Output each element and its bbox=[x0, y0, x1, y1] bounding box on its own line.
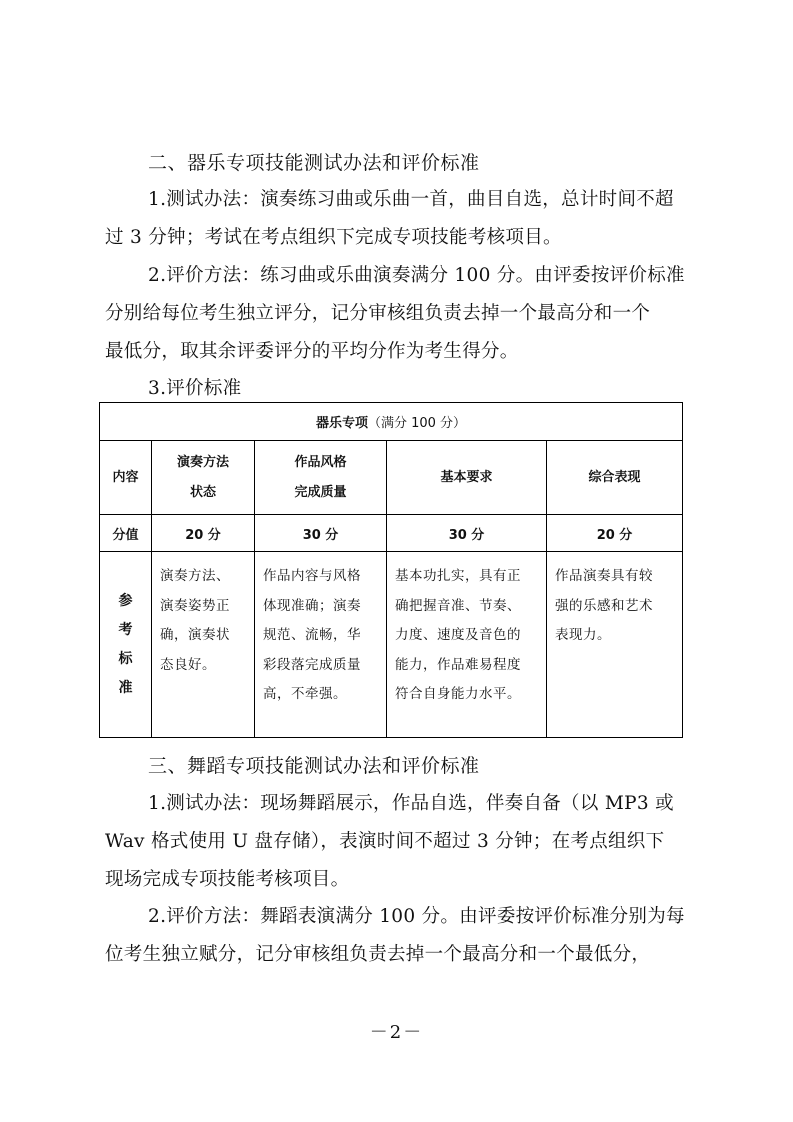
row-label-reference-standard bbox=[100, 552, 152, 738]
cell-line: 态良好。 bbox=[160, 656, 216, 673]
label-char: 准 bbox=[118, 679, 133, 696]
text-line: 2.评价方法：练习曲或乐曲演奏满分 100 分。由评委按评价标准 bbox=[148, 265, 685, 286]
text-line: 3.评价标准 bbox=[148, 378, 242, 399]
text-line: 分别给每位考生独立评分，记分审核组负责去掉一个最高分和一个 bbox=[105, 303, 651, 324]
cell-line: 力度、速度及音色的 bbox=[395, 627, 521, 643]
section2-heading: 二、器乐专项技能测试办法和评价标准 bbox=[148, 152, 480, 174]
cell-line: 基本功扎实，具有正 bbox=[395, 568, 521, 584]
reference-cell-work-style bbox=[255, 552, 387, 738]
reference-cell-basic-requirements bbox=[387, 552, 547, 738]
table-title-suffix: （满分 100 分） bbox=[367, 416, 467, 431]
text-line: 最低分，取其余评委评分的平均分作为考生得分。 bbox=[105, 341, 519, 362]
page-number: －2－ bbox=[369, 1022, 424, 1043]
reference-cell-overall-performance bbox=[547, 552, 683, 738]
score-cell: 30 分 bbox=[255, 515, 387, 552]
table-title bbox=[100, 403, 683, 441]
cell-line: 表现力。 bbox=[555, 627, 611, 643]
header-performance-method bbox=[152, 441, 255, 515]
header-line: 完成质量 bbox=[294, 484, 347, 500]
score-cell: 20 分 bbox=[547, 515, 683, 552]
section2-paragraph-test-method bbox=[105, 181, 695, 257]
cell-line: 符合自身能力水平。 bbox=[395, 686, 521, 702]
cell-line: 演奏姿势正 bbox=[160, 597, 230, 614]
header-line: 状态 bbox=[189, 484, 216, 500]
table-title-bold: 器乐专项 bbox=[315, 416, 368, 431]
header-line: 作品风格 bbox=[294, 454, 347, 470]
score-cell: 20 分 bbox=[152, 515, 255, 552]
reference-cell-performance-method bbox=[152, 552, 255, 738]
header-overall-performance: 综合表现 bbox=[547, 441, 683, 515]
header-line: 演奏方法 bbox=[176, 454, 229, 470]
row-label-content: 内容 bbox=[100, 441, 152, 515]
text-line: 2.评价方法：舞蹈表演满分 100 分。由评委按评价标准分别为每 bbox=[148, 906, 685, 927]
header-basic-requirements: 基本要求 bbox=[387, 441, 547, 515]
text-line: 过 3 分钟；考试在考点组织下完成专项技能考核项目。 bbox=[105, 227, 562, 248]
score-cell: 30 分 bbox=[387, 515, 547, 552]
cell-line: 作品内容与风格 bbox=[263, 568, 361, 584]
section3-paragraph-test-method bbox=[105, 785, 695, 899]
label-char: 考 bbox=[118, 621, 133, 638]
text-line: Wav 格式使用 U 盘存储），表演时间不超过 3 分钟；在考点组织下 bbox=[105, 831, 665, 852]
cell-line: 彩段落完成质量 bbox=[263, 656, 361, 673]
evaluation-standard-table bbox=[99, 402, 683, 738]
text-line: 现场完成专项技能考核项目。 bbox=[105, 869, 350, 890]
cell-line: 作品演奏具有较 bbox=[555, 568, 653, 584]
section2-paragraph-evaluation-method bbox=[105, 257, 695, 371]
section3-paragraph-evaluation-method bbox=[105, 898, 695, 974]
header-work-style bbox=[255, 441, 387, 515]
cell-line: 演奏方法、 bbox=[160, 568, 230, 584]
text-line: 1.测试办法：演奏练习曲或乐曲一首，曲目自选，总计时间不超 bbox=[148, 189, 674, 210]
cell-line: 体现准确；演奏 bbox=[263, 597, 361, 614]
text-line: 位考生独立赋分，记分审核组负责去掉一个最高分和一个最低分， bbox=[105, 944, 651, 965]
cell-line: 高，不牵强。 bbox=[263, 686, 347, 702]
section3-heading: 三、舞蹈专项技能测试办法和评价标准 bbox=[148, 755, 480, 777]
cell-line: 确，演奏状 bbox=[160, 627, 230, 643]
label-char: 参 bbox=[118, 592, 133, 609]
cell-line: 强的乐感和艺术 bbox=[555, 597, 653, 614]
cell-line: 确把握音准、节奏、 bbox=[395, 597, 521, 614]
label-char: 标 bbox=[118, 650, 133, 667]
text-line: 1.测试办法：现场舞蹈展示，作品自选，伴奏自备（以 MP3 或 bbox=[148, 793, 674, 814]
row-label-score: 分值 bbox=[100, 515, 152, 552]
cell-line: 规范、流畅，华 bbox=[263, 627, 361, 643]
cell-line: 能力，作品难易程度 bbox=[395, 656, 521, 673]
